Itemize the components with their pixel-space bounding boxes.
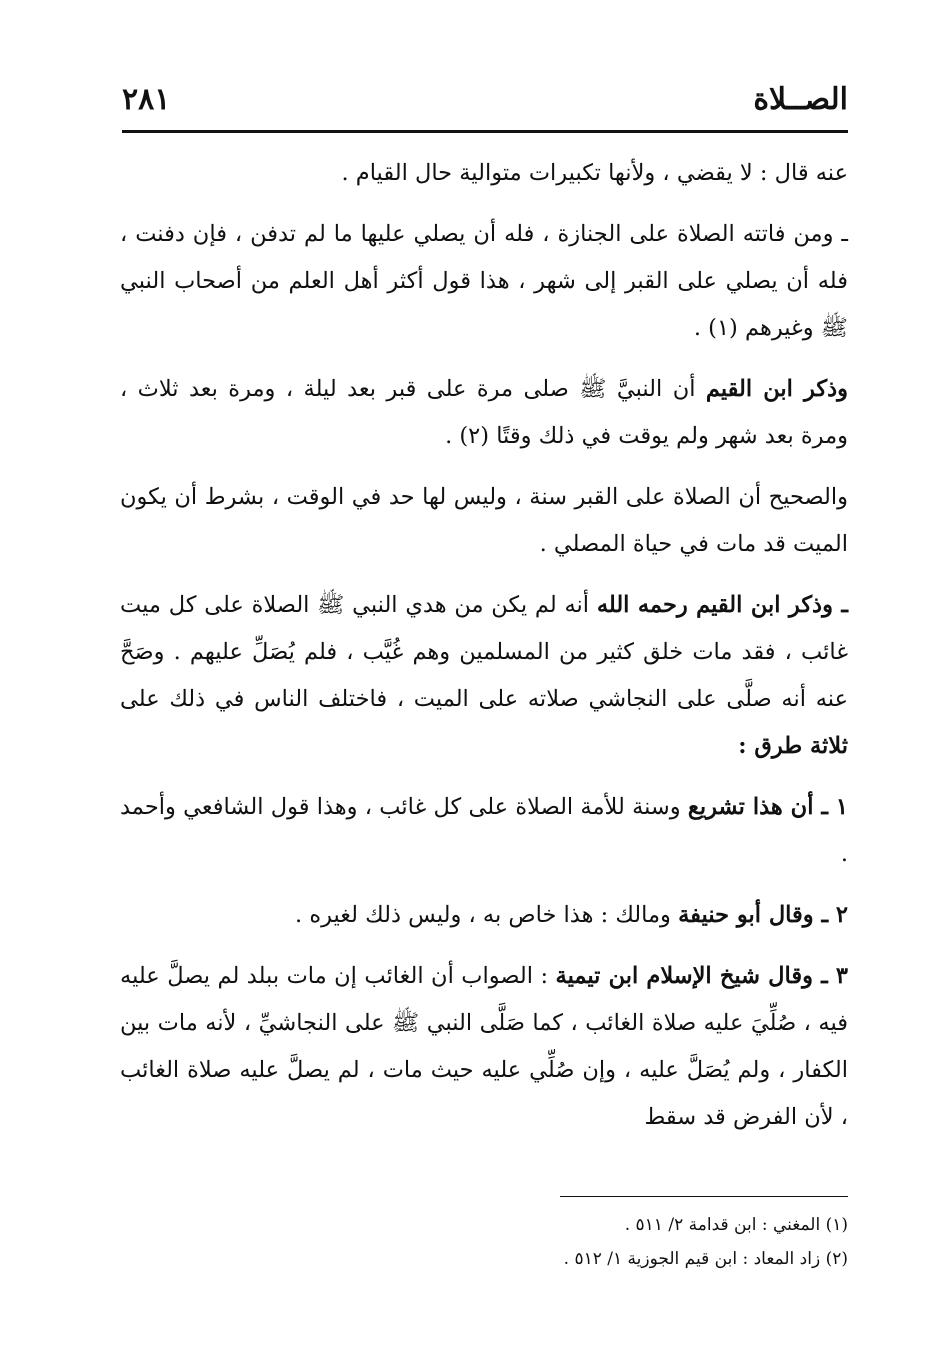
paragraph-3	[120, 366, 848, 460]
paragraph-tail: ثلاثة طرق :	[738, 733, 848, 759]
paragraph-5	[120, 582, 848, 770]
paragraph-text: وسنة للأمة الصلاة على كل غائب ، وهذا قول الشافعي وأحمد .	[120, 794, 848, 867]
list-item-3	[120, 953, 848, 1141]
footnote-rule	[560, 1196, 848, 1197]
paragraph-text: عنه قال : لا يقضي ، ولأنها تكبيرات متوالية حال القيام .	[341, 160, 848, 186]
paragraph-lead: ٢ ـ وقال أبو حنيفة	[678, 902, 848, 928]
list-item-2	[120, 892, 848, 939]
paragraph-text: ومالك : هذا خاص به ، وليس ذلك لغيره .	[295, 902, 679, 928]
paragraph-lead: ٣ ـ وقال شيخ الإسلام ابن تيمية	[555, 963, 848, 989]
paragraph-text: أنه لم يكن من هدي النبي ﷺ الصلاة على كل ميت غائب ، فقد مات خلق كثير من المسلمين وهم غُيَّب ، فلم يُصَلِّ عليهم . وصَحَّ عنه أنه صلَّى على النجاشي صلاته على الميت ، فاختلف الناس في ذلك على	[120, 592, 848, 712]
paragraph-text: والصحيح أن الصلاة على القبر سنة ، وليس لها حد في الوقت ، بشرط أن يكون الميت قد مات في حياة المصلي .	[120, 484, 848, 557]
paragraph-4	[120, 474, 848, 568]
paragraph-text: : الصواب أن الغائب إن مات ببلد لم يصلَّ عليه فيه ، صُلِّيَ عليه صلاة الغائب ، كما صَلَّى النبي ﷺ على النجاشيِّ ، لأنه مات بين الكفار ، ولم يُصَلَّ عليه ، وإن صُلِّي عليه حيث مات ، لم يصلَّ عليه صلاة الغائب ، لأن الفرض قد سقط	[120, 963, 848, 1130]
paragraph-1	[120, 150, 848, 197]
paragraph-lead: ـ وذكر ابن القيم رحمه الله	[596, 592, 848, 618]
footnotes	[400, 1208, 848, 1276]
body-text	[120, 150, 848, 1155]
paragraph-text: أن النبيَّ ﷺ صلى مرة على قبر بعد ليلة ، ومرة بعد ثلاث ، ومرة بعد شهر ولم يوقت في ذلك وقتًا (٢) .	[120, 376, 848, 449]
footnote-2: (٢) زاد المعاد : ابن قيم الجوزية ١/ ٥١٢ .	[563, 1249, 848, 1269]
list-item-1	[120, 784, 848, 878]
paragraph-text: ـ ومن فاتته الصلاة على الجنازة ، فله أن يصلي عليها ما لم تدفن ، فإن دفنت ، فله أن يصلي على القبر إلى شهر ، هذا قول أكثر أهل العلم من أصحاب النبي ﷺ وغيرهم (١) .	[120, 221, 848, 341]
running-title: الصــلاة	[753, 81, 848, 117]
page-header	[122, 74, 848, 124]
footnote-1: (١) المغني : ابن قدامة ٢/ ٥١١ .	[624, 1215, 848, 1235]
header-rule	[122, 130, 848, 133]
page-number: ٢٨١	[122, 81, 171, 117]
paragraph-2	[120, 211, 848, 352]
paragraph-lead: وذكر ابن القيم	[705, 376, 848, 402]
paragraph-lead: ١ ـ أن هذا تشريع	[687, 794, 848, 820]
